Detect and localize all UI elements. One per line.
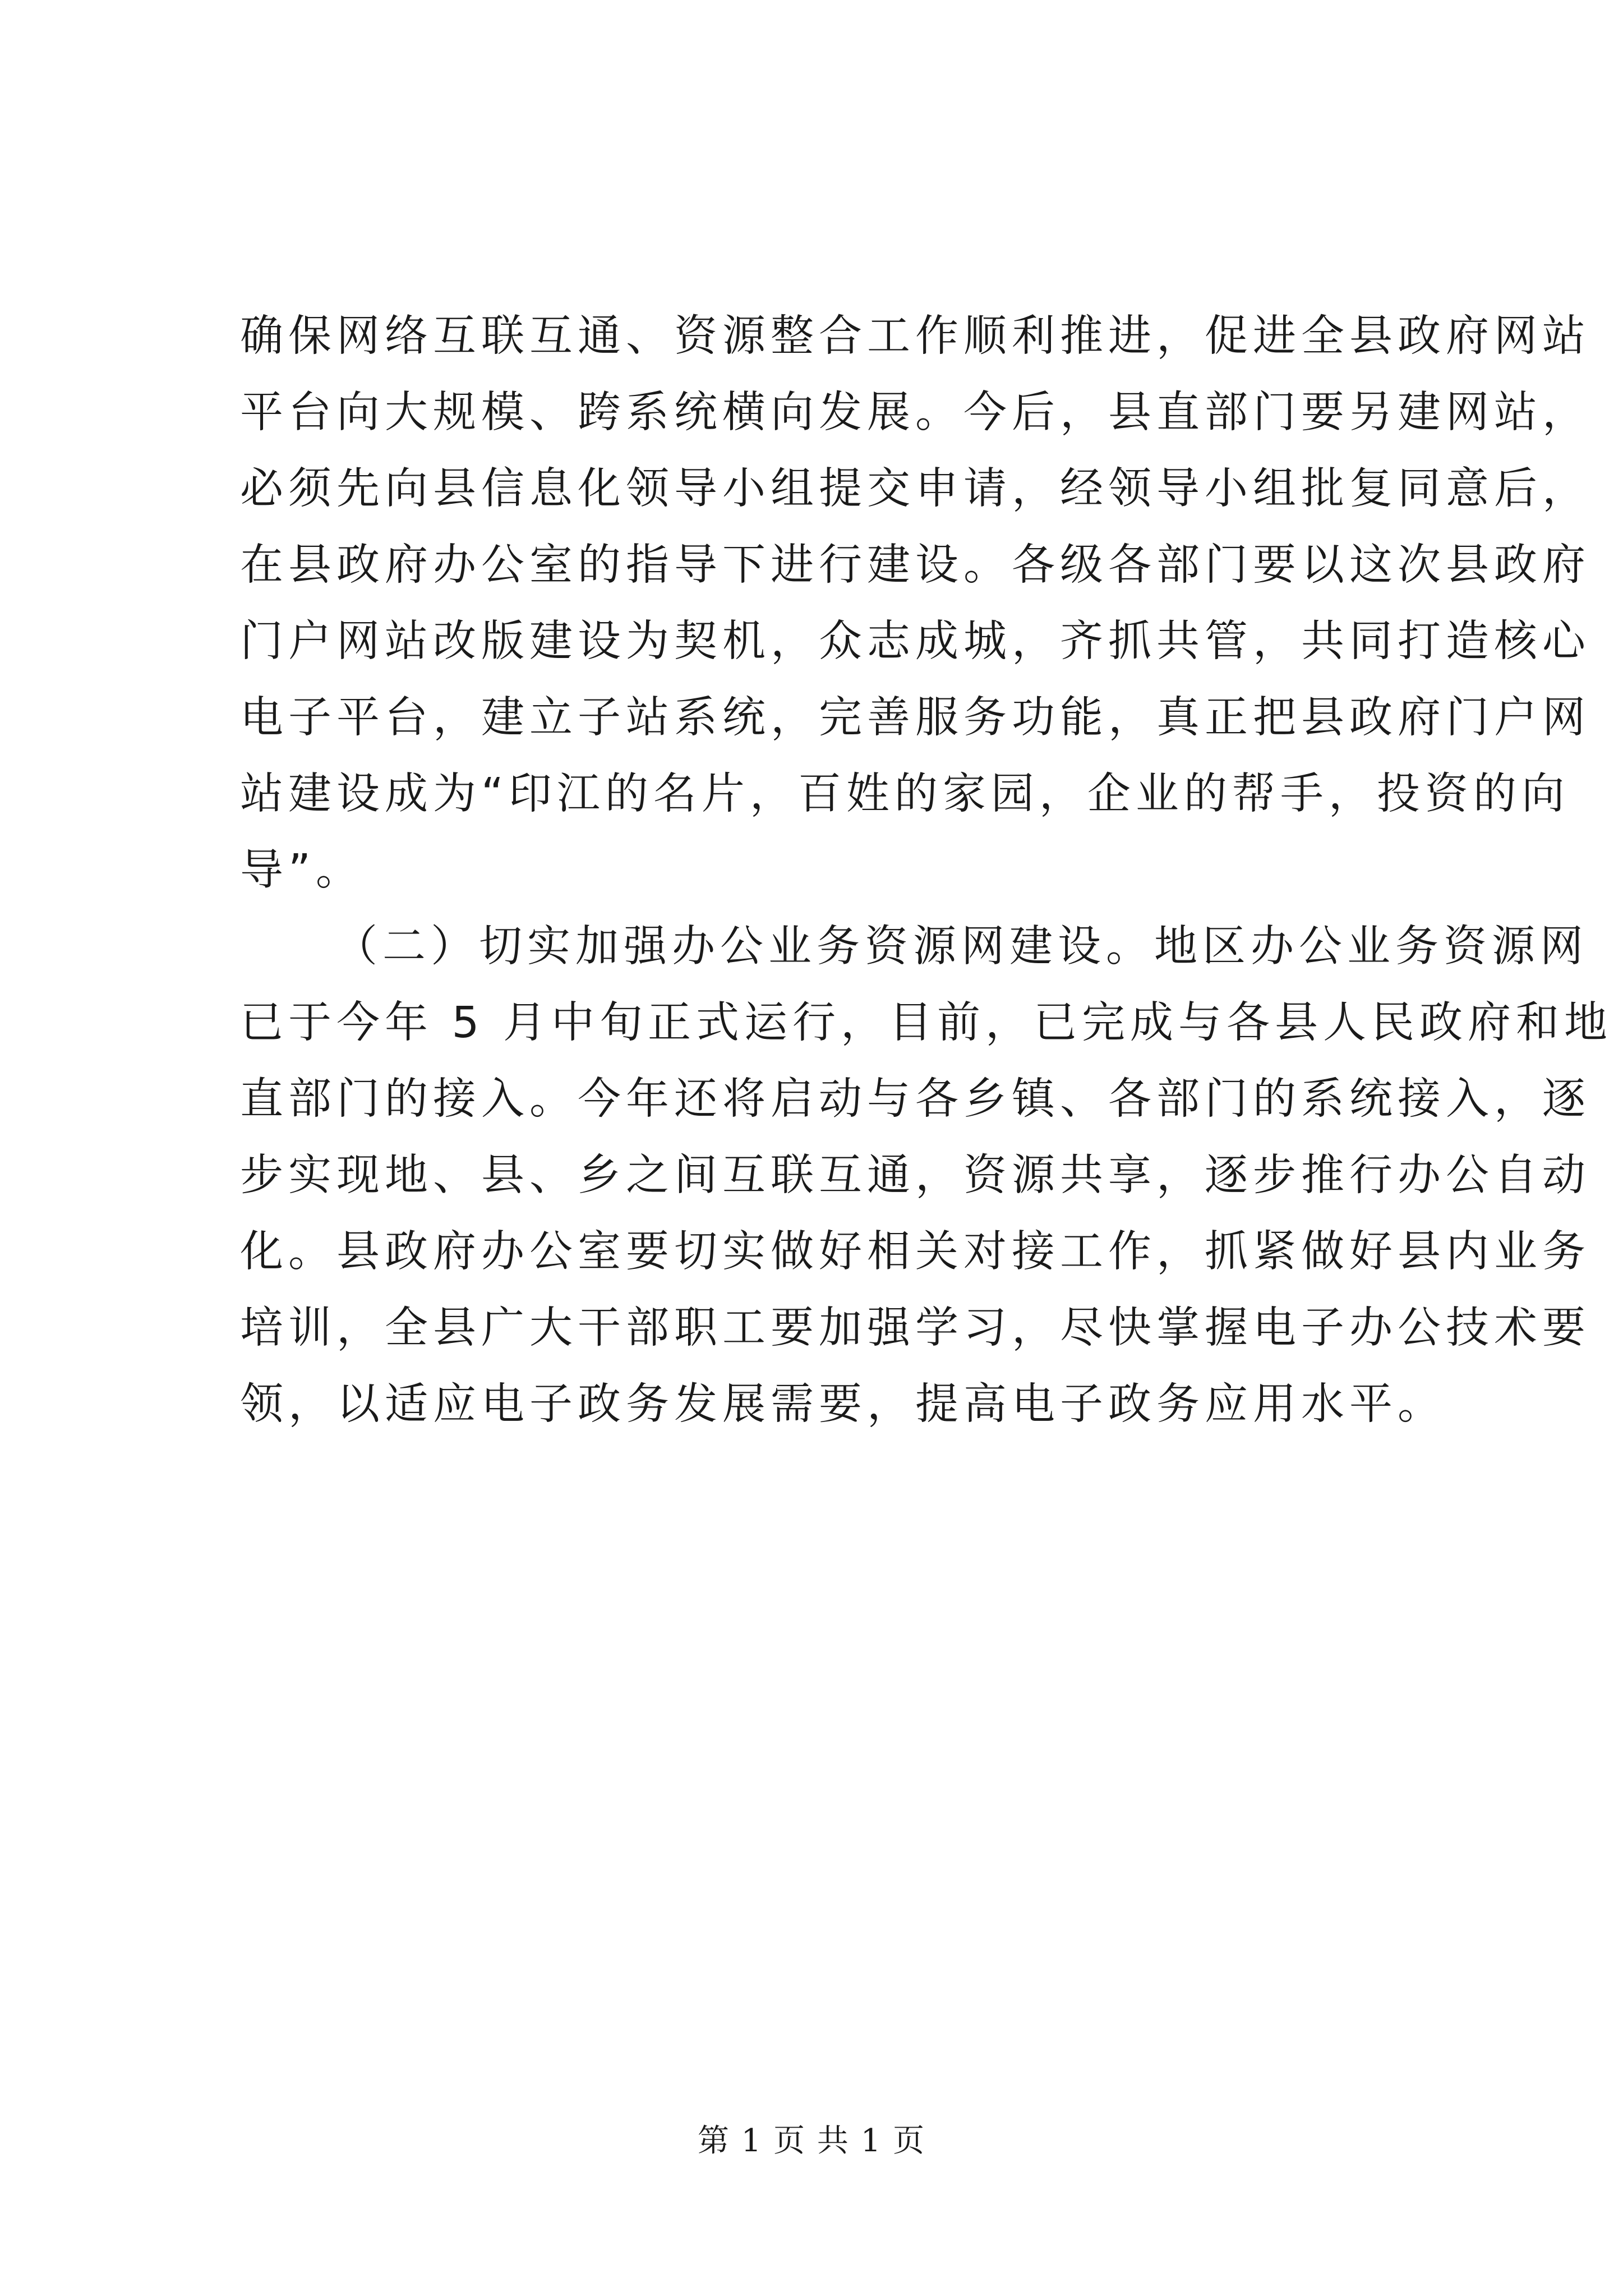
paragraph-1-line-2: 平台向大规模、跨系统横向发展。今后，县直部门要另建网站， [240, 388, 1590, 438]
paragraph-1-line-7: 站建设成为“印江的名片，百姓的家园，企业的帮手，投资的向 [240, 769, 1570, 819]
paragraph-1-line-1: 确保网络互联互通、资源整合工作顺利推进，促进全县政府网站 [240, 311, 1590, 361]
paragraph-1-line-3: 必须先向县信息化领导小组提交申请，经领导小组批复同意后， [240, 464, 1590, 514]
page-footer [0, 2122, 1623, 2161]
document-body [240, 298, 1612, 1443]
paragraph-2-line-1: （二）切实加强办公业务资源网建设。地区办公业务资源网 [334, 922, 1588, 972]
paragraph-1-line-5: 门户网站改版建设为契机，众志成城，齐抓共管，共同打造核心 [240, 616, 1590, 666]
page-number-label: 第 1 页 共 1 页 [697, 2123, 926, 2159]
paragraph-2-line-2: 已于今年 5 月中旬正式运行，目前，已完成与各县人民政府和地 [240, 998, 1612, 1048]
paragraph-1-line-8: 导”。 [240, 845, 364, 895]
paragraph-2-line-5: 化。县政府办公室要切实做好相关对接工作，抓紧做好县内业务 [240, 1227, 1590, 1277]
paragraph-2-line-4: 步实现地、县、乡之间互联互通，资源共享，逐步推行办公自动 [240, 1151, 1590, 1200]
paragraph-1-line-6: 电子平台，建立子站系统，完善服务功能，真正把县政府门户网 [240, 693, 1590, 743]
paragraph-2-line-3: 直部门的接入。今年还将启动与各乡镇、各部门的系统接入，逐 [240, 1074, 1590, 1124]
paragraph-2-line-7: 领，以适应电子政务发展需要，提高电子政务应用水平。 [240, 1379, 1446, 1429]
paragraph-1-line-4: 在县政府办公室的指导下进行建设。各级各部门要以这次县政府 [240, 540, 1590, 590]
paragraph-2-line-6: 培训，全县广大干部职工要加强学习，尽快掌握电子办公技术要 [240, 1303, 1590, 1353]
